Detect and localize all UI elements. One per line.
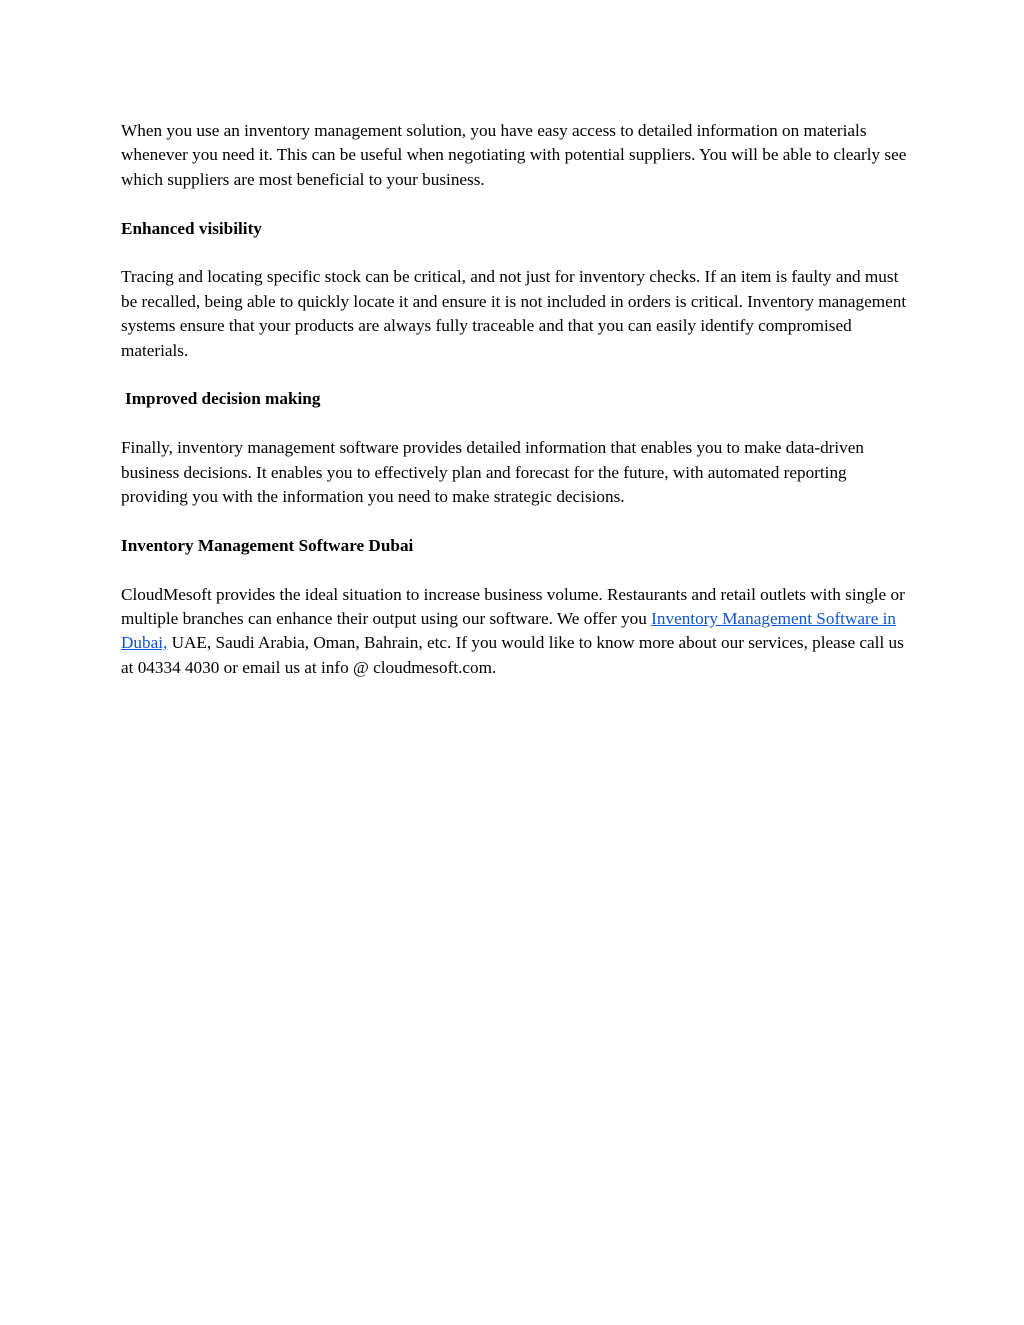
paragraph-cloudmesoft-text-after: UAE, Saudi Arabia, Oman, Bahrain, etc. If you would like to know more about our services, please call us at 04334 4030 or email us at info @ cloudmesoft.com. bbox=[121, 633, 904, 677]
heading-enhanced-visibility: Enhanced visibility bbox=[121, 218, 262, 238]
paragraph-cloudmesoft bbox=[121, 583, 911, 681]
inventory-software-dubai-link[interactable]: Inventory Management Software in Dubai, bbox=[121, 609, 897, 653]
paragraph-cloudmesoft-text-before: CloudMesoft provides the ideal situation to increase business volume. Restaurants and retail outlets with single or multiple branches can enhance their output using our software. We offer you bbox=[121, 584, 905, 629]
intro-paragraph: When you use an inventory management solution, you have easy access to detailed information on materials whenever you need it. This can be useful when negotiating with potential suppliers. You will be able to clearly see which suppliers are most beneficial to your business. bbox=[121, 121, 907, 189]
paragraph-improved-decision-making: Finally, inventory management software provides detailed information that enables you to make data-driven business decisions. It enables you to effectively plan and forecast for the future, with automated reporting providing you with the information you need to make strategic decisions. bbox=[121, 438, 864, 507]
heading-inventory-management-software-dubai: Inventory Management Software Dubai bbox=[121, 535, 414, 555]
document-content bbox=[121, 119, 911, 705]
heading-improved-decision-making: Improved decision making bbox=[125, 389, 321, 409]
paragraph-enhanced-visibility: Tracing and locating specific stock can be critical, and not just for inventory checks. If an item is faulty and must be recalled, being able to quickly locate it and ensure it is not included in orders is critical. Inventory management systems ensure that your products are always fully traceable and that you can easily identify compromised materials. bbox=[121, 267, 907, 360]
